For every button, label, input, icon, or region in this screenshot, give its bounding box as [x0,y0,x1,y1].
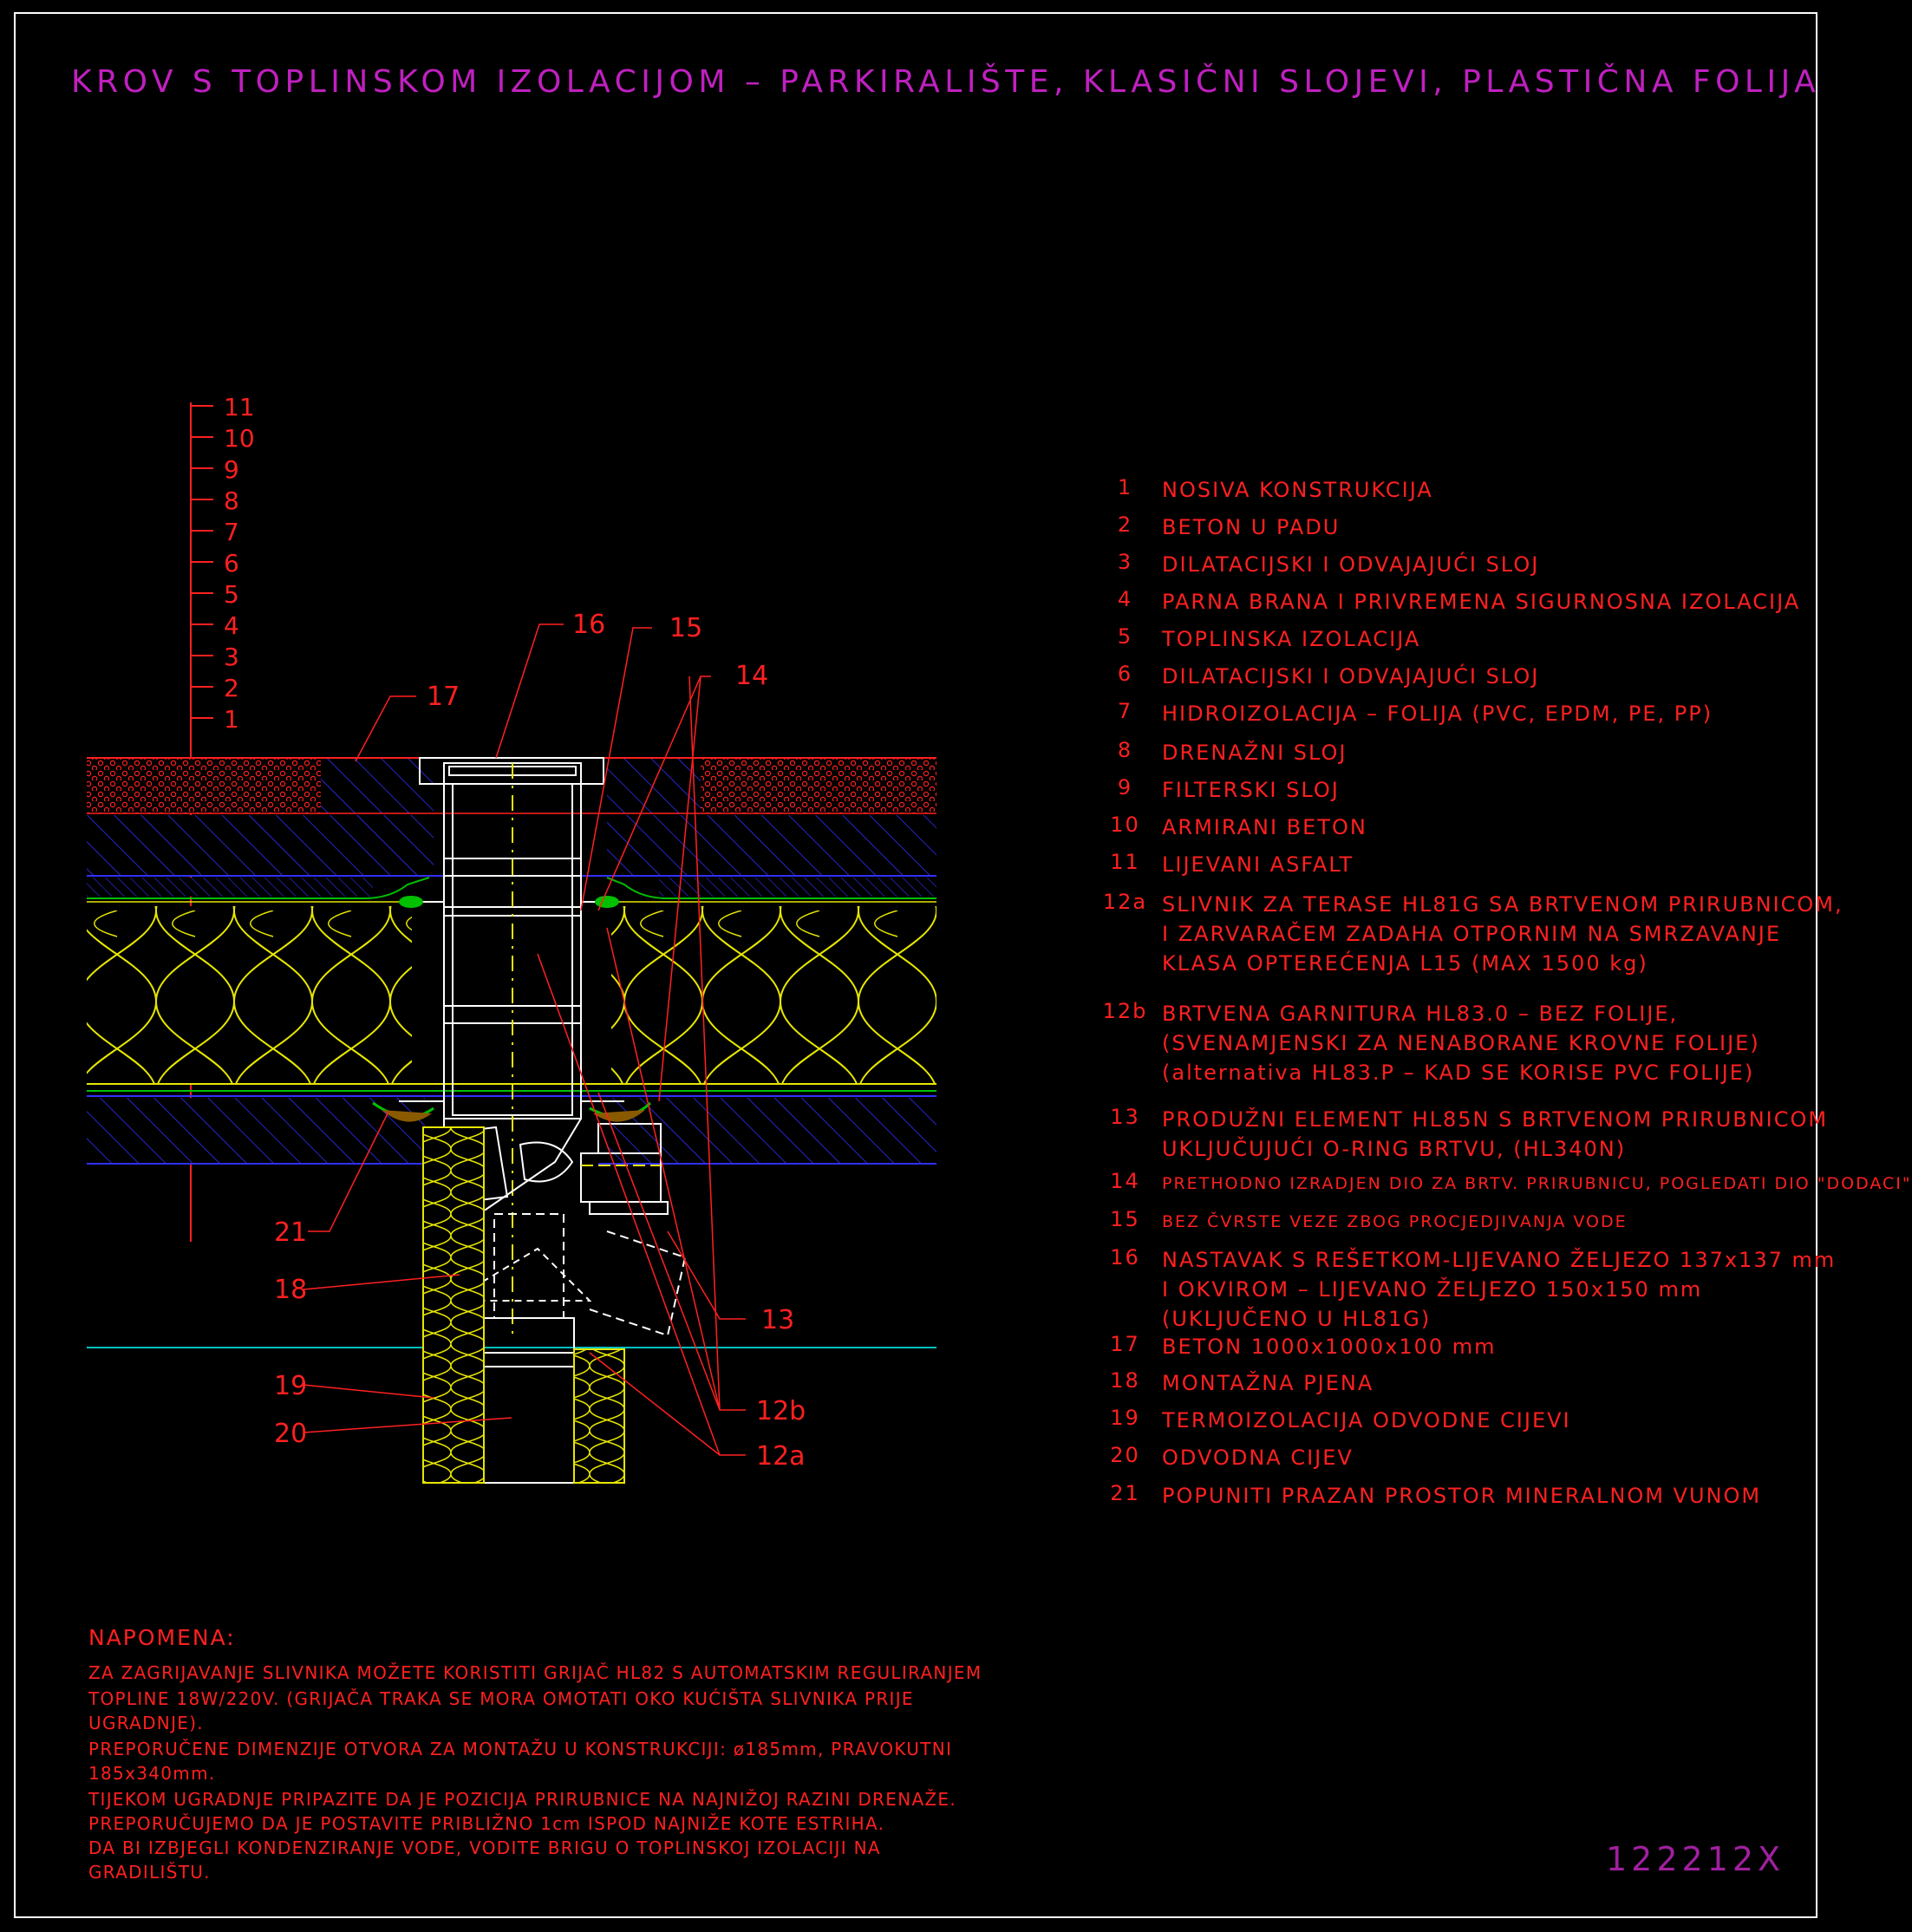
legend-text-line: PRETHODNO IZRADJEN DIO ZA BRTV. PRIRUBNICU, POGLEDATI DIO "DODACI" [1162,1174,1912,1193]
callout-label-17: 17 [427,682,460,712]
note-line: PREPORUČENE DIMENZIJE OTVORA ZA MONTAŽU U KONSTRUKCIJI: ø185mm, PRAVOKUTNI [88,1739,953,1759]
callout-label-12b: 12b [756,1396,806,1426]
callout-label-13: 13 [761,1305,795,1335]
legend-number: 4 [1117,587,1133,611]
note-line: GRADILIŠTU. [88,1862,211,1883]
legend-text-line: PRODUŽNI ELEMENT HL85N S BRTVENOM PRIRUBNICOM [1162,1107,1829,1132]
legend-number: 17 [1110,1332,1140,1356]
legend-number: 19 [1110,1406,1140,1430]
drawing-code: 122212X [1606,1840,1785,1878]
callout-label-19: 19 [274,1371,308,1401]
legend-text [1162,624,1420,654]
legend-number: 5 [1117,624,1133,649]
scale-label: 10 [224,424,255,453]
legend-text-line: DILATACIJSKI I ODVAJAJUĆI SLOJ [1162,664,1540,689]
note-line: ZA ZAGRIJAVANJE SLIVNIKA MOŽETE KORISTITI GRIJAČ HL82 S AUTOMATSKIM REGULIRANJEM [88,1662,982,1683]
legend-number: 12b [1102,999,1148,1023]
callout-label-21: 21 [274,1217,308,1248]
legend-text-line: UKLJUČUJUĆI O-RING BRTVU, (HL340N) [1162,1137,1627,1161]
legend-number: 3 [1117,550,1133,574]
legend-text [1162,1207,1628,1237]
legend-text-line: (alternativa HL83.P – KAD SE KORISE PVC FOLIJE) [1162,1061,1755,1085]
legend-text [1162,999,1760,1087]
scale-label: 2 [224,674,239,702]
legend-text-line: I OKVIROM – LIJEVANO ŽELJEZO 150x150 mm [1162,1277,1703,1302]
legend-number: 20 [1110,1443,1140,1467]
legend-text-line: TERMOIZOLACIJA ODVODNE CIJEVI [1162,1408,1571,1433]
legend-text-line: DRENAŽNI SLOJ [1162,741,1348,765]
legend-text [1162,662,1539,691]
legend-text-line: I ZARVARAČEM ZADAHA OTPORNIM NA SMRZAVANJE [1162,922,1782,946]
scale-label: 11 [224,393,255,421]
legend-text-line: NOSIVA KONSTRUKCIJA [1162,478,1433,502]
callout-label-16: 16 [572,610,606,640]
legend-number: 21 [1110,1481,1140,1505]
legend-text [1162,475,1433,505]
legend-text-line: BETON U PADU [1162,515,1341,539]
legend-text [1162,738,1348,767]
legend-text [1162,550,1539,579]
note-line: PREPORUČUJEMO DA JE POSTAVITE PRIBLIŽNO 1cm ISPOD NAJNIŽE KOTE ESTRIHA. [88,1813,885,1834]
legend-text [1162,775,1340,805]
note-heading: NAPOMENA: [88,1625,236,1650]
note-line: 185x340mm. [88,1763,216,1784]
legend-text [1162,699,1713,728]
legend-text [1162,1169,1912,1198]
legend-text [1162,512,1340,542]
callout-label-15: 15 [669,613,703,643]
legend-text-line: HIDROIZOLACIJA – FOLIJA (PVC, EPDM, PE, PP) [1162,702,1713,726]
legend-text [1162,813,1367,842]
legend-text-line: DILATACIJSKI I ODVAJAJUĆI SLOJ [1162,552,1540,577]
legend-text-line: (UKLJUČENO U HL81G) [1162,1307,1432,1331]
legend-number: 12a [1102,890,1148,914]
legend-number: 16 [1110,1245,1140,1270]
scale-label: 5 [224,580,239,609]
legend-text-line: NASTAVAK S REŠETKOM-LIJEVANO ŽELJEZO 137x137 mm [1162,1248,1837,1272]
scale-label: 4 [224,611,239,640]
legend-text-line: ODVODNA CIJEV [1162,1446,1354,1470]
note-line: TOPLINE 18W/220V. (GRIJAČA TRAKA SE MORA OMOTATI OKO KUĆIŠTA SLIVNIKA PRIJE [88,1688,914,1709]
legend-text-line: FILTERSKI SLOJ [1162,778,1340,802]
legend-number: 9 [1117,775,1133,800]
legend-number: 8 [1117,738,1133,762]
callout-label-12a: 12a [756,1441,806,1472]
legend-number: 18 [1110,1368,1140,1393]
legend-number: 1 [1117,475,1133,499]
scale-label: 8 [224,486,239,515]
legend-text-line: POPUNITI PRAZAN PROSTOR MINERALNOM VUNOM [1162,1484,1762,1508]
legend-number: 14 [1110,1169,1140,1193]
drawing-title: KROV S TOPLINSKOM IZOLACIJOM – PARKIRALIŠTE, KLASIČNI SLOJEVI, PLASTIČNA FOLIJA [71,64,1821,100]
scale-label: 9 [224,455,239,484]
legend-text-line: PARNA BRANA I PRIVREMENA SIGURNOSNA IZOLACIJA [1162,590,1801,614]
pipe-insulation [423,1127,624,1483]
scale-label: 7 [224,518,239,546]
legend-text-line: BETON 1000x1000x100 mm [1162,1335,1497,1359]
legend-number: 15 [1110,1207,1140,1231]
legend-text [1162,1443,1354,1472]
legend-text-line: (SVENAMJENSKI ZA NENABORANE KROVNE FOLIJE) [1162,1031,1760,1055]
scale-label: 1 [224,705,239,734]
legend-text-line: KLASA OPTEREĆENJA L15 (MAX 1500 kg) [1162,951,1648,976]
note-line: UGRADNJE). [88,1713,204,1733]
legend-text [1162,1368,1374,1398]
callout-label-18: 18 [274,1275,308,1305]
legend-text [1162,890,1843,978]
note-line: DA BI IZBJEGLI KONDENZIRANJE VODE, VODITE BRIGU O TOPLINSKOJ IZOLACIJI NA [88,1837,881,1858]
legend-text-line: ARMIRANI BETON [1162,815,1367,839]
legend-text-line: BEZ ČVRSTE VEZE ZBOG PROCJEDJIVANJA VODE [1162,1212,1628,1231]
legend-text [1162,1406,1571,1435]
callout-label-14: 14 [735,661,769,691]
legend-text-line: BRTVENA GARNITURA HL83.0 – BEZ FOLIJE, [1162,1002,1679,1026]
legend-text [1162,850,1354,879]
scale-label: 6 [224,549,239,578]
legend-number: 13 [1110,1105,1140,1129]
legend-text [1162,587,1800,617]
legend-text [1162,1332,1497,1361]
legend-text [1162,1245,1836,1334]
legend-number: 6 [1117,662,1133,686]
callout-label-20: 20 [274,1419,308,1449]
legend-number: 7 [1117,699,1133,723]
legend-number: 11 [1110,850,1140,874]
legend-text-line: LIJEVANI ASFALT [1162,852,1354,877]
legend-text [1162,1481,1761,1511]
legend-text [1162,1105,1828,1164]
scale-label: 3 [224,643,239,671]
legend-number: 2 [1117,512,1133,537]
legend-text-line: MONTAŽNA PJENA [1162,1371,1374,1395]
note-line: TIJEKOM UGRADNJE PRIPAZITE DA JE POZICIJA PRIRUBNICE NA NAJNIŽOJ RAZINI DRENAŽE. [88,1789,957,1810]
legend-text-line: TOPLINSKA IZOLACIJA [1162,627,1421,651]
legend-number: 10 [1110,813,1140,837]
legend-text-line: SLIVNIK ZA TERASE HL81G SA BRTVENOM PRIRUBNICOM, [1162,892,1843,917]
